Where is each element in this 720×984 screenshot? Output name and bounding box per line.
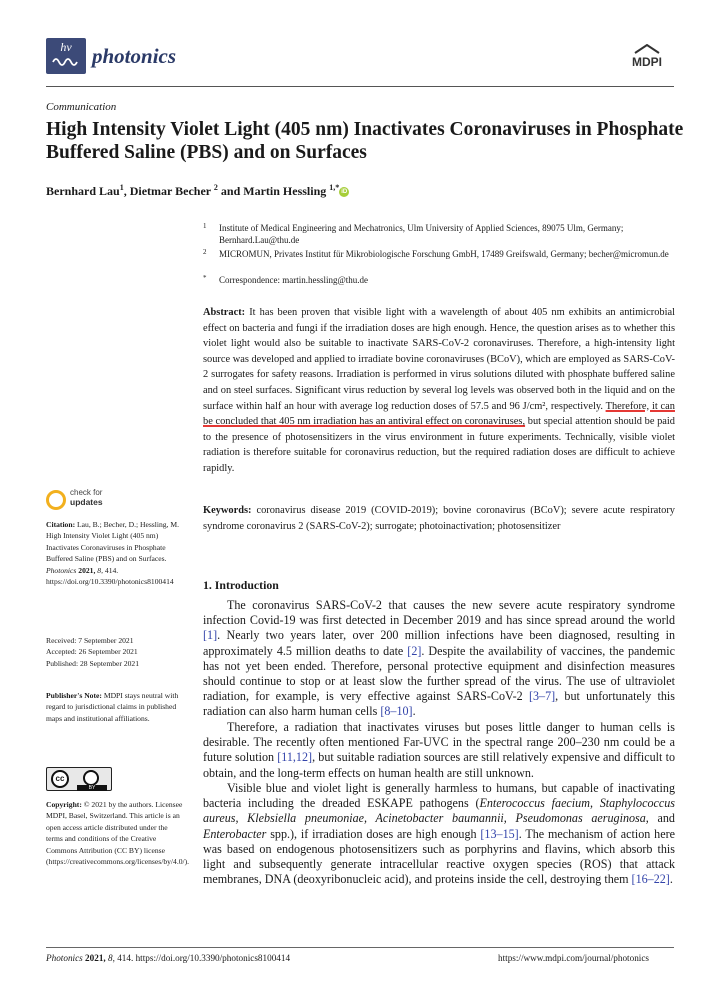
author-affiliation-mark: 1,*	[329, 183, 340, 192]
keywords	[203, 503, 675, 534]
article-type: Communication	[46, 101, 117, 113]
affiliation-mark: *	[203, 274, 207, 282]
received-date: Received: 7 September 2021	[46, 636, 134, 645]
cc-icon: cc	[51, 770, 69, 788]
cc-by-license-icon[interactable]	[46, 767, 112, 791]
accepted-date: Accepted: 26 September 2021	[46, 647, 138, 657]
author-name: Dietmar Becher	[129, 184, 211, 198]
publisher-note-label: Publisher's Note:	[46, 691, 102, 700]
affiliation-text: Institute of Medical Engineering and Mechatronics, Ulm University of Applied Sciences, 89075 Ulm, Germany; Bernhard.Lau@thu.de	[219, 223, 624, 245]
publisher-name: MDPI	[632, 55, 662, 69]
journal-name: photonics	[92, 44, 177, 68]
reference-link[interactable]: [16–22]	[631, 872, 670, 887]
check-updates-icon	[46, 490, 66, 510]
reference-link[interactable]: [13–15]	[480, 826, 519, 841]
mdpi-roof-icon	[634, 44, 660, 54]
author-affiliation-mark: 1	[119, 183, 124, 192]
author-name: Martin Hessling	[243, 184, 327, 198]
article-title: High Intensity Violet Light (405 nm) Inactivates Coronaviruses in Phosphate Buffered Saline (PBS) and on Surfaces	[46, 119, 684, 163]
dates-block	[46, 635, 186, 669]
reference-link[interactable]: [8–10]	[380, 704, 413, 719]
publisher-note: Publisher's Note: MDPI stays neutral with regard to jurisdictional claims in published maps and institutional affiliations.	[46, 691, 179, 723]
paragraph: Therefore, a radiation that inactivates viruses but poses little danger to human cells is desirable. The recently often mentioned Far-UVC in the spectral range 200–230 nm could be a future solution [11,12], but suitable radiation sources are still relatively expensive and difficult to obtain, and the long-term effects on human health are still unknown.	[203, 720, 675, 780]
author-affiliation-mark: 2	[213, 183, 218, 192]
reference-link[interactable]: [11,12]	[277, 750, 313, 765]
header-divider	[46, 86, 674, 87]
section-heading: 1. Introduction	[203, 578, 279, 592]
keywords-text: coronavirus disease 2019 (COVID-2019); bovine coronavirus (BCoV); severe acute respiratory syndrome coronavirus 2 (SARS-CoV-2); surrogate; photoinactivation; photosensitizer	[203, 505, 675, 532]
reference-link[interactable]: [1]	[203, 628, 218, 643]
correspondence-text: Correspondence: martin.hessling@thu.de	[219, 275, 369, 285]
published-date: Published: 28 September 2021	[46, 658, 140, 668]
journal-logo	[46, 38, 86, 74]
footer-citation: Photonics 2021, 8, 414. https://doi.org/10.3390/photonics8100414	[46, 953, 291, 963]
abstract	[203, 305, 675, 477]
abstract-text: It has been proven that visible light with a wavelength of about 405 nm exhibits an antimicrobial effect on bacteria and fungi if the irradiation doses are high enough. Hence, the question arises as to whether this violet light would also be suitable to inactivate SARS-CoV-2 coronaviruses. Therefore, a high-intensity light source was developed and applied to irradiate bovine coronaviruses (BCoV), which are employed as SARS-CoV-2 surrogates for safety reasons. Irradiation is performed in virus solutions diluted with phosphate buffered saline and on steel surfaces. Significant virus reduction by several log levels was observed both in the liquid and on the surface within half an hour with average log reduction doses of 57.5 and 96 J/cm², respectively.	[203, 307, 675, 412]
abstract-text: but special attention should be paid to the presence of photosensitizers in the virus environment in future experiments. Technically, visible violet radiation is therefore suitable for coronavirus reduction, but the required radiation doses are difficult to achieve rapidly.	[203, 416, 676, 474]
paragraph: The coronavirus SARS-CoV-2 that causes the new severe acute respiratory syndrome infection Covid-19 was first detected in December 2019 and has since spread around the world [1]. Nearly two years later, over 200 million infections have been diagnosed, resulting in approximately 4.5 million deaths to date [2]. Despite the availability of vaccines, the pandemic has not yet been ended. Therefore, personal protective equipment and disinfection measures should continue to stop or at least slow the further spread of the virus. The use of ultraviolet radiation, for example, is very effective against SARS-CoV-2 [3–7], but unfortunately this radiation can also harm human cells [8–10].	[203, 598, 675, 719]
copyright-block: Copyright: © 2021 by the authors. Licensee MDPI, Basel, Switzerland. This article is an open access article distributed under the terms and conditions of the Creative Commons Attribution (CC BY) license (https://creativecommons.org/licenses/by/4.0/).	[46, 800, 190, 867]
citation-doi[interactable]: 414. https://doi.org/10.3390/photonics8100414	[46, 565, 174, 587]
check-for-updates-badge[interactable]: check for updates	[46, 488, 136, 512]
mdpi-logo	[622, 44, 672, 72]
wave-icon	[52, 56, 80, 68]
reference-link[interactable]: [2]	[407, 643, 422, 658]
footer-doi[interactable]: 414. https://doi.org/10.3390/photonics8100414	[117, 953, 291, 963]
footer-divider	[46, 947, 674, 948]
affiliation-mark: 1	[203, 222, 207, 230]
abstract-label: Abstract:	[203, 307, 246, 318]
affiliation-mark: 2	[203, 248, 207, 256]
author-name: Bernhard Lau	[46, 184, 120, 198]
paragraph: Visible blue and violet light is generally harmless to humans, but capable of inactivating bacteria including the dreaded ESKAPE pathogens (Enterococcus faecium, Staphylococcus aureus, Klebsiella pneumoniae, Acinetobacter baumannii, Pseudomonas aeruginosa, and Enterobacter spp.), if irradiation doses are high enough [13–15]. The mechanism of action here was based on endogenous photosensitizers such as porphyrins and flavins, which absorb this light and subsequently generate intracellular reactive oxygen species (ROS) that attack membranes, DNA (deoxyribonucleic acid), and proteins inside the cell, destroying them [16–22].	[203, 781, 675, 887]
affiliation-text: MICROMUN, Privates Institut für Mikrobiologische Forschung GmbH, 17489 Greifswald, Germany; becher@micromun.de	[219, 249, 669, 259]
copyright-label: Copyright:	[46, 800, 82, 809]
abstract-highlight: Therefore, it can be concluded that 405 nm irradiation has an antiviral effect on coronaviruses,	[203, 400, 675, 428]
by-label: BY	[77, 785, 107, 791]
author-list: Bernhard Lau$^1$, Dietmar Becher $^2$ and Martin Hessling $^{1,*}$ iD	[46, 183, 348, 198]
footer-journal-url[interactable]: https://www.mdpi.com/journal/photonics	[498, 953, 649, 963]
person-icon	[83, 770, 99, 786]
reference-link[interactable]: [3–7]	[528, 689, 556, 704]
citation-block: Citation: Lau, B.; Becher, D.; Hessling, M. High Intensity Violet Light (405 nm) Inactivates Coronaviruses in Phosphate Buffered Saline (PBS) and on Surfaces. Photonics 2021, 8, 414. https://doi.org/10.3390/photonics8100414	[46, 520, 180, 587]
logo-text: hv	[60, 40, 72, 54]
citation-label: Citation:	[46, 520, 76, 529]
orcid-icon[interactable]: iD	[341, 189, 348, 195]
keywords-label: Keywords:	[203, 505, 252, 516]
